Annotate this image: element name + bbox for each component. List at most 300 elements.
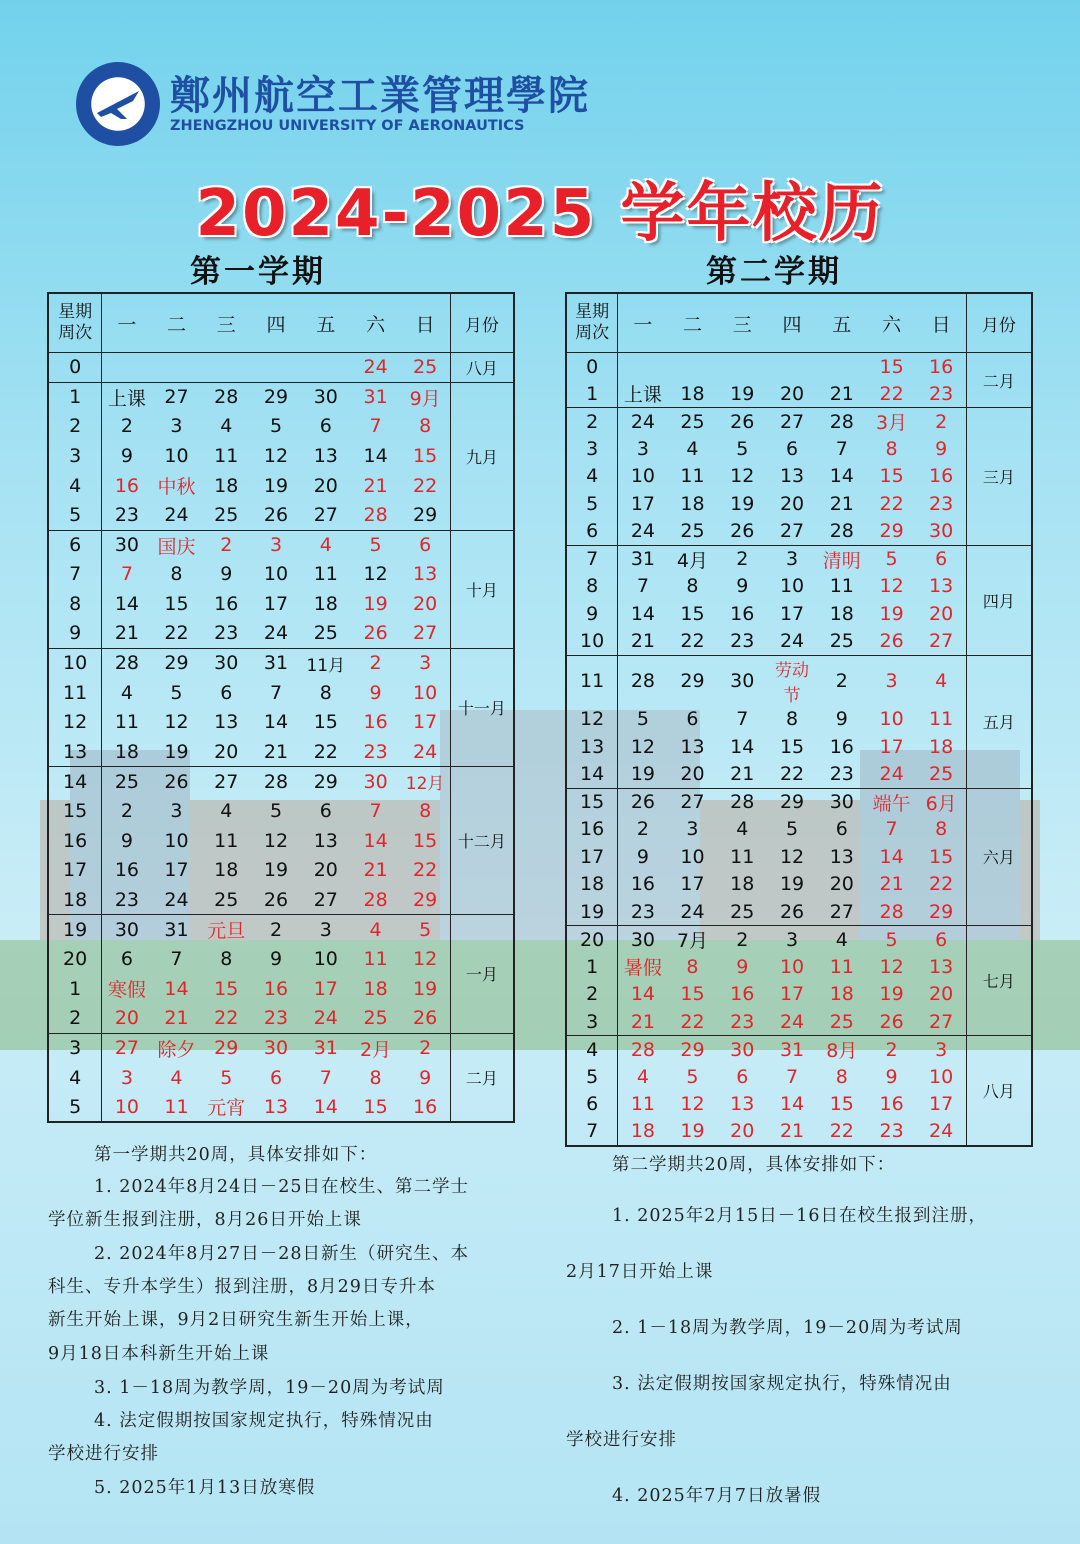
day-cell: 7 xyxy=(785,1065,799,1088)
day-cell: 寒假 xyxy=(107,979,146,1002)
day-cell: 12 xyxy=(164,711,189,734)
day-cell: 21 xyxy=(363,474,388,497)
day-cell xyxy=(767,353,817,381)
day-cell: 26 xyxy=(618,788,668,816)
day-cell: 2 xyxy=(400,1033,450,1063)
day-cell: 23 xyxy=(363,740,388,763)
note-line: 学位新生报到注册，8月26日开始上课 xyxy=(48,1210,362,1230)
day-cell: 11 xyxy=(929,708,954,731)
day-cell: 13 xyxy=(313,445,338,468)
day-cell: 21 xyxy=(730,763,755,785)
week-number: 16 xyxy=(48,826,102,856)
table-row xyxy=(566,435,1032,463)
semester1-calendar-table xyxy=(47,292,515,1123)
weekday-header: 四 xyxy=(767,293,817,353)
note-line: 学校进行安排 xyxy=(566,1430,677,1450)
day-cell: 21 xyxy=(879,873,904,896)
day-cell: 21 xyxy=(363,859,388,882)
week-column-header: 星期 周次 xyxy=(48,293,102,353)
day-cell: 25 xyxy=(413,356,438,379)
week-number: 6 xyxy=(566,518,618,546)
day-cell: 24 xyxy=(618,408,668,436)
week-number: 19 xyxy=(48,915,102,945)
week-number: 2 xyxy=(48,412,102,442)
weekday-header: 五 xyxy=(817,293,867,353)
week-number: 11 xyxy=(566,655,618,706)
day-cell: 14 xyxy=(829,465,854,488)
day-cell: 21 xyxy=(630,1010,656,1033)
week-number: 7 xyxy=(48,560,102,590)
day-cell: 31 xyxy=(152,915,202,945)
day-cell: 3 xyxy=(916,1036,966,1064)
day-cell: 20 xyxy=(313,474,338,497)
day-cell: 10 xyxy=(779,955,805,978)
day-cell: 2 xyxy=(636,818,649,841)
month-column-header: 月份 xyxy=(966,293,1032,353)
table-row xyxy=(566,408,1032,436)
week-number: 1 xyxy=(48,974,102,1004)
day-cell: 25 xyxy=(214,504,239,527)
table-row xyxy=(566,353,1032,381)
week-column-header: 星期 周次 xyxy=(566,293,618,353)
weekday-header: 六 xyxy=(351,293,401,353)
day-cell: 25 xyxy=(929,763,954,785)
day-cell: 13 xyxy=(730,1093,755,1116)
day-cell: 30 xyxy=(351,767,401,797)
day-cell: 7 xyxy=(369,415,382,438)
table-row xyxy=(566,463,1032,491)
day-cell: 19 xyxy=(263,474,289,497)
day-cell: 7 xyxy=(319,1066,332,1089)
day-cell: 8 xyxy=(785,708,799,731)
day-cell: 3 xyxy=(867,655,917,706)
table-row xyxy=(48,648,514,678)
week-number: 13 xyxy=(48,737,102,767)
day-cell: 4 xyxy=(220,800,233,823)
semester1-notes xyxy=(48,1140,523,1505)
week-number: 3 xyxy=(566,435,618,463)
month-label: 五月 xyxy=(966,655,1032,788)
semester1-title: 第一学期 xyxy=(190,254,326,290)
semester2-calendar-table xyxy=(565,292,1033,1147)
week-number: 2 xyxy=(48,1004,102,1034)
table-row xyxy=(566,1063,1032,1091)
week-number: 12 xyxy=(48,708,102,738)
month-label: 三月 xyxy=(966,408,1032,546)
day-cell: 25 xyxy=(680,520,705,542)
table-row xyxy=(566,600,1032,628)
table-row xyxy=(566,926,1032,954)
university-name-en: ZHENGZHOU UNIVERSITY OF AERONAUTICS xyxy=(170,118,525,134)
day-cell: 17 xyxy=(164,859,189,882)
week-number: 20 xyxy=(566,926,618,954)
day-cell: 19 xyxy=(879,983,904,1006)
day-cell: 10 xyxy=(879,708,904,731)
day-cell: 14 xyxy=(879,845,904,868)
day-cell: 19 xyxy=(680,1120,705,1143)
day-cell: 5 xyxy=(636,708,649,731)
day-cell: 9 xyxy=(736,955,749,978)
day-cell: 18 xyxy=(929,735,954,758)
day-cell: 9 xyxy=(419,1066,432,1089)
day-cell: 中秋 xyxy=(157,476,196,499)
week-number: 15 xyxy=(48,796,102,826)
day-cell: 17 xyxy=(929,1093,954,1116)
month-label: 十一月 xyxy=(450,648,514,766)
day-cell: 21 xyxy=(164,1007,189,1030)
week-number: 0 xyxy=(566,353,618,381)
day-cell: 21 xyxy=(829,492,854,515)
day-cell: 4 xyxy=(351,915,401,945)
week-number: 4 xyxy=(48,471,102,501)
day-cell: 4 xyxy=(916,655,966,706)
day-cell: 12 xyxy=(263,829,289,852)
day-cell: 13 xyxy=(929,955,954,978)
day-cell: 3 xyxy=(170,800,183,823)
table-row xyxy=(566,761,1032,789)
week-number: 8 xyxy=(48,589,102,619)
day-cell: 15 xyxy=(929,845,954,868)
day-cell: 20 xyxy=(779,492,805,515)
day-cell: 10 xyxy=(779,575,805,598)
day-cell: 21 xyxy=(630,630,656,652)
day-cell: 22 xyxy=(214,1007,239,1030)
day-cell: 10 xyxy=(164,445,189,468)
day-cell: 13 xyxy=(779,465,805,488)
day-cell: 22 xyxy=(680,1010,705,1033)
day-cell: 12 xyxy=(879,955,904,978)
day-cell: 15 xyxy=(879,355,904,378)
semester2-title: 第二学期 xyxy=(706,254,842,290)
day-cell: 25 xyxy=(313,622,338,645)
day-cell: 21 xyxy=(829,382,854,405)
day-cell: 9 xyxy=(269,948,283,971)
day-cell: 11 xyxy=(829,575,854,598)
table-row xyxy=(48,678,514,708)
day-cell: 上课 xyxy=(623,384,662,406)
table-row xyxy=(48,1092,514,1122)
day-cell: 24 xyxy=(879,763,904,785)
day-cell: 26 xyxy=(779,900,805,923)
note-line: 第一学期共20周，具体安排如下： xyxy=(94,1145,378,1165)
day-cell: 5 xyxy=(867,926,917,954)
day-cell: 20 xyxy=(730,1120,755,1143)
day-cell: 23 xyxy=(929,492,954,515)
day-cell: 14 xyxy=(114,593,139,616)
day-cell: 15 xyxy=(779,735,805,758)
day-cell: 31 xyxy=(767,1036,817,1064)
day-cell: 16 xyxy=(730,983,755,1006)
day-cell: 11 xyxy=(214,445,239,468)
day-cell: 25 xyxy=(668,408,718,436)
table-row xyxy=(566,545,1032,573)
day-cell: 26 xyxy=(879,1010,904,1033)
day-cell: 12月 xyxy=(400,767,450,797)
day-cell: 6 xyxy=(736,1065,749,1088)
day-cell: 27 xyxy=(929,630,954,652)
day-cell: 20 xyxy=(779,382,805,405)
week-number: 13 xyxy=(566,733,618,761)
week-number: 20 xyxy=(48,944,102,974)
day-cell: 29 xyxy=(413,504,438,527)
day-cell: 上课 xyxy=(102,382,152,412)
day-cell: 30 xyxy=(102,530,152,560)
note-line: 5. 2025年1月13日放寒假 xyxy=(94,1478,316,1498)
day-cell: 23 xyxy=(263,1007,289,1030)
note-line: 3. 1－18周为教学周，19－20周为考试周 xyxy=(94,1378,445,1398)
day-cell: 29 xyxy=(668,1036,718,1064)
day-cell xyxy=(668,353,718,381)
day-cell: 14 xyxy=(164,977,189,1000)
day-cell: 15 xyxy=(680,602,705,625)
weekday-header: 一 xyxy=(102,293,152,353)
day-cell: 8月 xyxy=(817,1036,867,1064)
day-cell: 7月 xyxy=(668,926,718,954)
day-cell: 17 xyxy=(879,735,904,758)
table-row xyxy=(566,1008,1032,1036)
day-cell xyxy=(152,353,202,383)
week-number: 4 xyxy=(566,1036,618,1064)
table-row xyxy=(48,589,514,619)
day-cell: 27 xyxy=(767,408,817,436)
day-cell: 5 xyxy=(220,1066,233,1089)
day-cell: 4 xyxy=(817,926,867,954)
note-line: 第二学期共20周，具体安排如下： xyxy=(612,1155,896,1175)
day-cell: 22 xyxy=(879,492,904,515)
table-row xyxy=(48,796,514,826)
table-row xyxy=(566,490,1032,518)
day-cell: 25 xyxy=(829,1010,854,1033)
day-cell: 8 xyxy=(220,948,233,971)
day-cell: 24 xyxy=(413,740,438,763)
day-cell: 28 xyxy=(817,408,867,436)
day-cell: 30 xyxy=(929,520,954,542)
day-cell: 13 xyxy=(413,563,438,586)
day-cell: 12 xyxy=(630,735,656,758)
table-row xyxy=(48,767,514,797)
day-cell: 暑假 xyxy=(623,957,662,980)
day-cell: 22 xyxy=(313,740,338,763)
day-cell: 30 xyxy=(817,788,867,816)
day-cell: 15 xyxy=(829,1093,854,1116)
month-label: 四月 xyxy=(966,545,1032,655)
week-number: 5 xyxy=(48,500,102,530)
day-cell: 端午 xyxy=(867,788,917,816)
day-cell: 27 xyxy=(413,622,438,645)
day-cell: 6 xyxy=(916,926,966,954)
day-cell: 7 xyxy=(170,948,183,971)
week-number: 6 xyxy=(566,1091,618,1119)
day-cell: 28 xyxy=(618,1036,668,1064)
table-row xyxy=(566,788,1032,816)
day-cell: 21 xyxy=(263,740,289,763)
day-cell: 16 xyxy=(363,711,388,734)
day-cell: 2 xyxy=(201,530,251,560)
day-cell: 27 xyxy=(152,382,202,412)
day-cell: 18 xyxy=(680,382,705,405)
day-cell: 29 xyxy=(301,767,351,797)
day-cell: 16 xyxy=(263,977,289,1000)
airplane-icon xyxy=(87,73,149,135)
table-row xyxy=(48,500,514,530)
day-cell: 3 xyxy=(767,926,817,954)
day-cell: 19 xyxy=(779,873,805,896)
day-cell: 18 xyxy=(313,593,338,616)
day-cell: 24 xyxy=(363,356,388,379)
day-cell: 10 xyxy=(313,948,338,971)
day-cell: 2 xyxy=(120,800,133,823)
week-number: 18 xyxy=(566,871,618,899)
day-cell: 26 xyxy=(717,408,767,436)
day-cell: 18 xyxy=(829,983,854,1006)
day-cell: 22 xyxy=(879,382,904,405)
day-cell: 29 xyxy=(879,520,904,542)
day-cell: 30 xyxy=(251,1033,301,1063)
day-cell: 25 xyxy=(829,630,854,652)
week-number: 11 xyxy=(48,678,102,708)
table-row xyxy=(566,733,1032,761)
day-cell: 29 xyxy=(413,888,438,911)
day-cell: 5 xyxy=(785,818,799,841)
day-cell: 23 xyxy=(114,504,139,527)
day-cell: 27 xyxy=(829,900,854,923)
day-cell: 10 xyxy=(630,465,656,488)
day-cell: 4 xyxy=(301,530,351,560)
day-cell: 11 xyxy=(363,948,388,971)
day-cell: 5 xyxy=(686,1065,699,1088)
day-cell: 9 xyxy=(835,708,848,731)
day-cell: 16 xyxy=(114,859,139,882)
day-cell: 3 xyxy=(767,545,817,573)
day-cell: 18 xyxy=(730,873,755,896)
day-cell: 3 xyxy=(636,437,649,460)
note-line: 2. 1－18周为教学周，19－20周为考试周 xyxy=(612,1318,963,1338)
day-cell: 19 xyxy=(630,763,656,785)
day-cell: 18 xyxy=(114,740,139,763)
day-cell: 4月 xyxy=(668,545,718,573)
day-cell: 20 xyxy=(413,593,438,616)
day-cell: 20 xyxy=(680,763,705,785)
day-cell: 17 xyxy=(779,602,805,625)
table-header-row xyxy=(566,293,1032,353)
day-cell: 3 xyxy=(120,1066,133,1089)
table-row xyxy=(566,871,1032,899)
day-cell: 13 xyxy=(263,1095,289,1118)
day-cell: 4 xyxy=(170,1066,183,1089)
month-label: 二月 xyxy=(966,353,1032,408)
day-cell: 国庆 xyxy=(152,530,202,560)
week-number: 17 xyxy=(48,856,102,886)
day-cell: 10 xyxy=(164,829,189,852)
day-cell: 24 xyxy=(779,630,805,652)
month-label: 十二月 xyxy=(450,767,514,915)
day-cell: 8 xyxy=(686,955,699,978)
day-cell: 29 xyxy=(251,382,301,412)
day-cell: 24 xyxy=(263,622,289,645)
day-cell: 26 xyxy=(363,622,388,645)
note-line: 3. 法定假期按国家规定执行，特殊情况由 xyxy=(612,1374,952,1394)
month-label: 七月 xyxy=(966,926,1032,1036)
table-row xyxy=(566,706,1032,734)
table-row xyxy=(566,953,1032,981)
day-cell: 30 xyxy=(301,382,351,412)
table-row xyxy=(48,1033,514,1063)
day-cell: 元旦 xyxy=(201,915,251,945)
day-cell: 11 xyxy=(313,563,338,586)
day-cell: 26 xyxy=(263,504,289,527)
day-cell: 26 xyxy=(413,1007,438,1030)
day-cell: 15 xyxy=(214,977,239,1000)
week-number: 1 xyxy=(566,953,618,981)
day-cell: 19 xyxy=(263,859,289,882)
day-cell: 3 xyxy=(251,530,301,560)
day-cell: 24 xyxy=(779,1010,805,1033)
day-cell: 13 xyxy=(929,575,954,598)
day-cell: 9 xyxy=(120,829,133,852)
day-cell: 31 xyxy=(301,1033,351,1063)
table-row xyxy=(566,1091,1032,1119)
day-cell: 16 xyxy=(879,1093,904,1116)
day-cell: 6 xyxy=(319,800,332,823)
day-cell: 16 xyxy=(730,602,755,625)
day-cell: 21 xyxy=(114,622,139,645)
day-cell: 14 xyxy=(363,829,388,852)
day-cell: 8 xyxy=(419,800,432,823)
day-cell: 27 xyxy=(779,520,805,542)
table-row xyxy=(566,898,1032,926)
day-cell: 13 xyxy=(680,735,705,758)
day-cell: 7 xyxy=(269,681,283,704)
day-cell: 26 xyxy=(879,630,904,652)
week-number: 5 xyxy=(566,1063,618,1091)
table-row xyxy=(48,856,514,886)
day-cell: 22 xyxy=(829,1120,854,1143)
weekday-header: 一 xyxy=(618,293,668,353)
day-cell: 15 xyxy=(164,593,189,616)
day-cell: 29 xyxy=(152,648,202,678)
day-cell: 6 xyxy=(400,530,450,560)
day-cell: 29 xyxy=(201,1033,251,1063)
table-row xyxy=(48,353,514,383)
day-cell: 30 xyxy=(618,926,668,954)
day-cell: 4 xyxy=(736,818,749,841)
table-row xyxy=(48,441,514,471)
day-cell: 10 xyxy=(929,1065,954,1088)
day-cell: 2 xyxy=(717,926,767,954)
day-cell: 14 xyxy=(313,1095,338,1118)
day-cell: 14 xyxy=(363,445,388,468)
note-line: 学校进行安排 xyxy=(48,1444,159,1464)
table-row xyxy=(566,628,1032,656)
day-cell xyxy=(102,353,152,383)
week-number: 17 xyxy=(566,843,618,871)
week-number: 10 xyxy=(566,628,618,656)
day-cell: 21 xyxy=(779,1120,805,1143)
day-cell: 31 xyxy=(251,648,301,678)
day-cell: 10 xyxy=(680,845,705,868)
day-cell: 10 xyxy=(413,681,438,704)
table-row xyxy=(566,843,1032,871)
day-cell: 9 xyxy=(636,845,649,868)
day-cell: 11 xyxy=(164,1095,189,1118)
day-cell: 9 xyxy=(885,1065,898,1088)
day-cell: 10 xyxy=(263,563,289,586)
day-cell: 20 xyxy=(313,859,338,882)
week-number: 0 xyxy=(48,353,102,383)
day-cell: 清明 xyxy=(817,545,867,573)
weekday-header: 四 xyxy=(251,293,301,353)
table-row xyxy=(48,737,514,767)
